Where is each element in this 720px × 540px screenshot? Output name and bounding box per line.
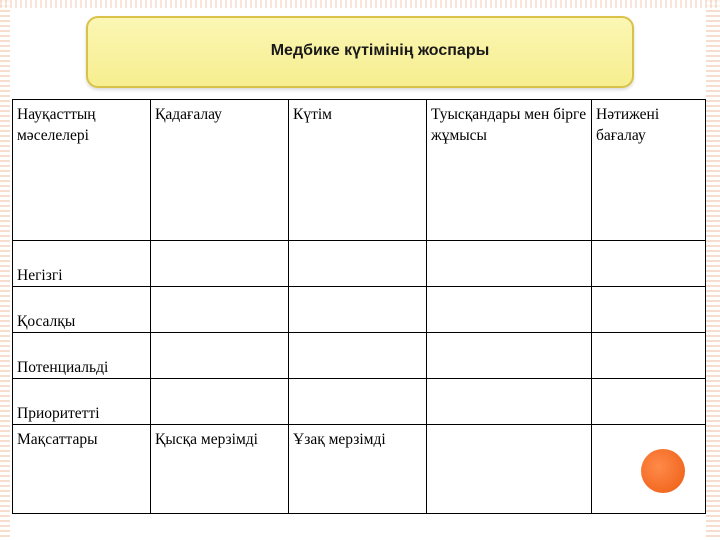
goals-row [13, 425, 706, 514]
table-row [13, 333, 706, 379]
row-label-main: Негізгі [13, 241, 151, 287]
table-cell [427, 241, 592, 287]
row-label-goals: Мақсаттары [13, 425, 151, 514]
table-row [13, 241, 706, 287]
table-cell [151, 241, 289, 287]
header-row [13, 100, 706, 241]
decorative-top-border [0, 0, 720, 8]
table-cell [592, 287, 706, 333]
goal-long-term: Ұзақ мерзімді [289, 425, 427, 514]
goal-short-term: Қысқа мерзімді [151, 425, 289, 514]
table-row [13, 287, 706, 333]
table-cell [289, 333, 427, 379]
table-cell [151, 333, 289, 379]
table-cell [427, 379, 592, 425]
table-cell [151, 287, 289, 333]
table-cell [592, 241, 706, 287]
care-plan-table [12, 99, 706, 514]
decorative-left-border [0, 0, 10, 540]
title-banner [86, 16, 634, 88]
decorative-right-border [706, 0, 720, 540]
row-label-potential: Потенциальді [13, 333, 151, 379]
table-cell [289, 287, 427, 333]
header-cell-family-work: Туысқандары мен бірге жұмысы [427, 100, 592, 241]
table-cell [427, 425, 592, 514]
page-title: Медбике күтімінің жоспары [270, 42, 490, 59]
table-cell [151, 379, 289, 425]
table-cell [427, 333, 592, 379]
table-row [13, 379, 706, 425]
table-cell [289, 241, 427, 287]
table-cell [592, 379, 706, 425]
row-label-secondary: Қосалқы [13, 287, 151, 333]
header-cell-observation: Қадағалау [151, 100, 289, 241]
header-cell-evaluation: Нәтижені бағалау [592, 100, 706, 241]
table-cell [289, 379, 427, 425]
table-cell [592, 333, 706, 379]
table-cell [427, 287, 592, 333]
decorative-orange-circle-icon [641, 449, 685, 493]
header-cell-care: Күтім [289, 100, 427, 241]
row-label-priority: Приоритетті [13, 379, 151, 425]
header-cell-problems: Науқасттың мәселелері [13, 100, 151, 241]
